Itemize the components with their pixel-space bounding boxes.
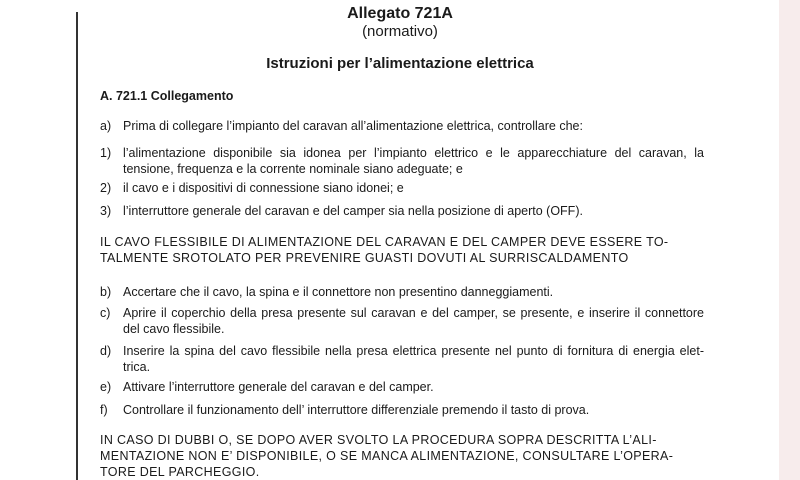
item-marker: f) [100, 403, 108, 417]
item-text: Accertare che il cavo, la spina e il connettore non presentino danneggiamenti. [123, 285, 554, 299]
margin-rule [76, 12, 78, 480]
item-text: Aprire il coperchio della presa presente sul caravan e del camper, se presente, e inserire il connettore del cavo flessibile. [123, 306, 704, 336]
check-item-3 [100, 203, 704, 219]
item-marker: c) [100, 306, 111, 320]
step-item-f [100, 402, 704, 418]
item-marker: b) [100, 285, 112, 299]
item-text: Prima di collegare l’impianto del caravan all’alimentazione elettrica, controllare che: [123, 119, 583, 133]
document-subtitle: (normativo) [362, 23, 438, 40]
check-item-2 [100, 180, 704, 196]
intro-item [100, 118, 704, 134]
check-item-1 [100, 145, 704, 177]
warning-contact-operator [100, 432, 704, 480]
item-marker: 1) [100, 146, 112, 160]
warning-line: IL CAVO FLESSIBILE DI ALIMENTAZIONE DEL CARAVAN E DEL CAMPER DEVE ESSERE TO- [100, 235, 669, 249]
item-text: Attivare l’interruttore generale del caravan e del camper. [123, 380, 434, 394]
item-marker: a) [100, 119, 112, 133]
item-marker: d) [100, 344, 112, 358]
item-text: Controllare il funzionamento dell’ interruttore differenziale premendo il tasto di prova. [123, 403, 590, 417]
item-text: l’interruttore generale del caravan e del camper sia nella posizione di aperto (OFF). [123, 204, 583, 218]
warning-line: TORE DEL PARCHEGGIO. [100, 465, 260, 479]
warning-line: TALMENTE SROTOLATO PER PREVENIRE GUASTI DOVUTI AL SURRISCALDAMENTO [100, 251, 629, 265]
item-marker: e) [100, 380, 112, 394]
step-item-c [100, 305, 704, 337]
step-item-d [100, 343, 704, 375]
warning-line: IN CASO DI DUBBI O, SE DOPO AVER SVOLTO LA PROCEDURA SOPRA DESCRITTA L’ALI- [100, 433, 657, 447]
warning-line: MENTAZIONE NON E’ DISPONIBILE, O SE MANCA ALIMENTAZIONE, CONSULTARE L’OPERA- [100, 449, 674, 463]
item-text: il cavo e i dispositivi di connessione siano idonei; e [123, 181, 404, 195]
document-title: Allegato 721A [347, 5, 453, 22]
item-marker: 3) [100, 204, 112, 218]
item-marker: 2) [100, 181, 112, 195]
step-item-b [100, 284, 704, 300]
warning-overheating [100, 234, 704, 266]
item-text: Inserire la spina del cavo flessibile nella presa elettrica presente nel punto di fornitura di energia elet-trica. [123, 344, 704, 374]
step-item-e [100, 379, 704, 395]
item-text: l’alimentazione disponibile sia idonea per l’impianto elettrico e le apparecchiature del caravan, la tensione, frequenza e la corrente nominale siano adeguate; e [123, 146, 704, 176]
document-heading: Istruzioni per l’alimentazione elettrica [266, 55, 534, 72]
section-heading: A. 721.1 Collegamento [100, 89, 234, 103]
